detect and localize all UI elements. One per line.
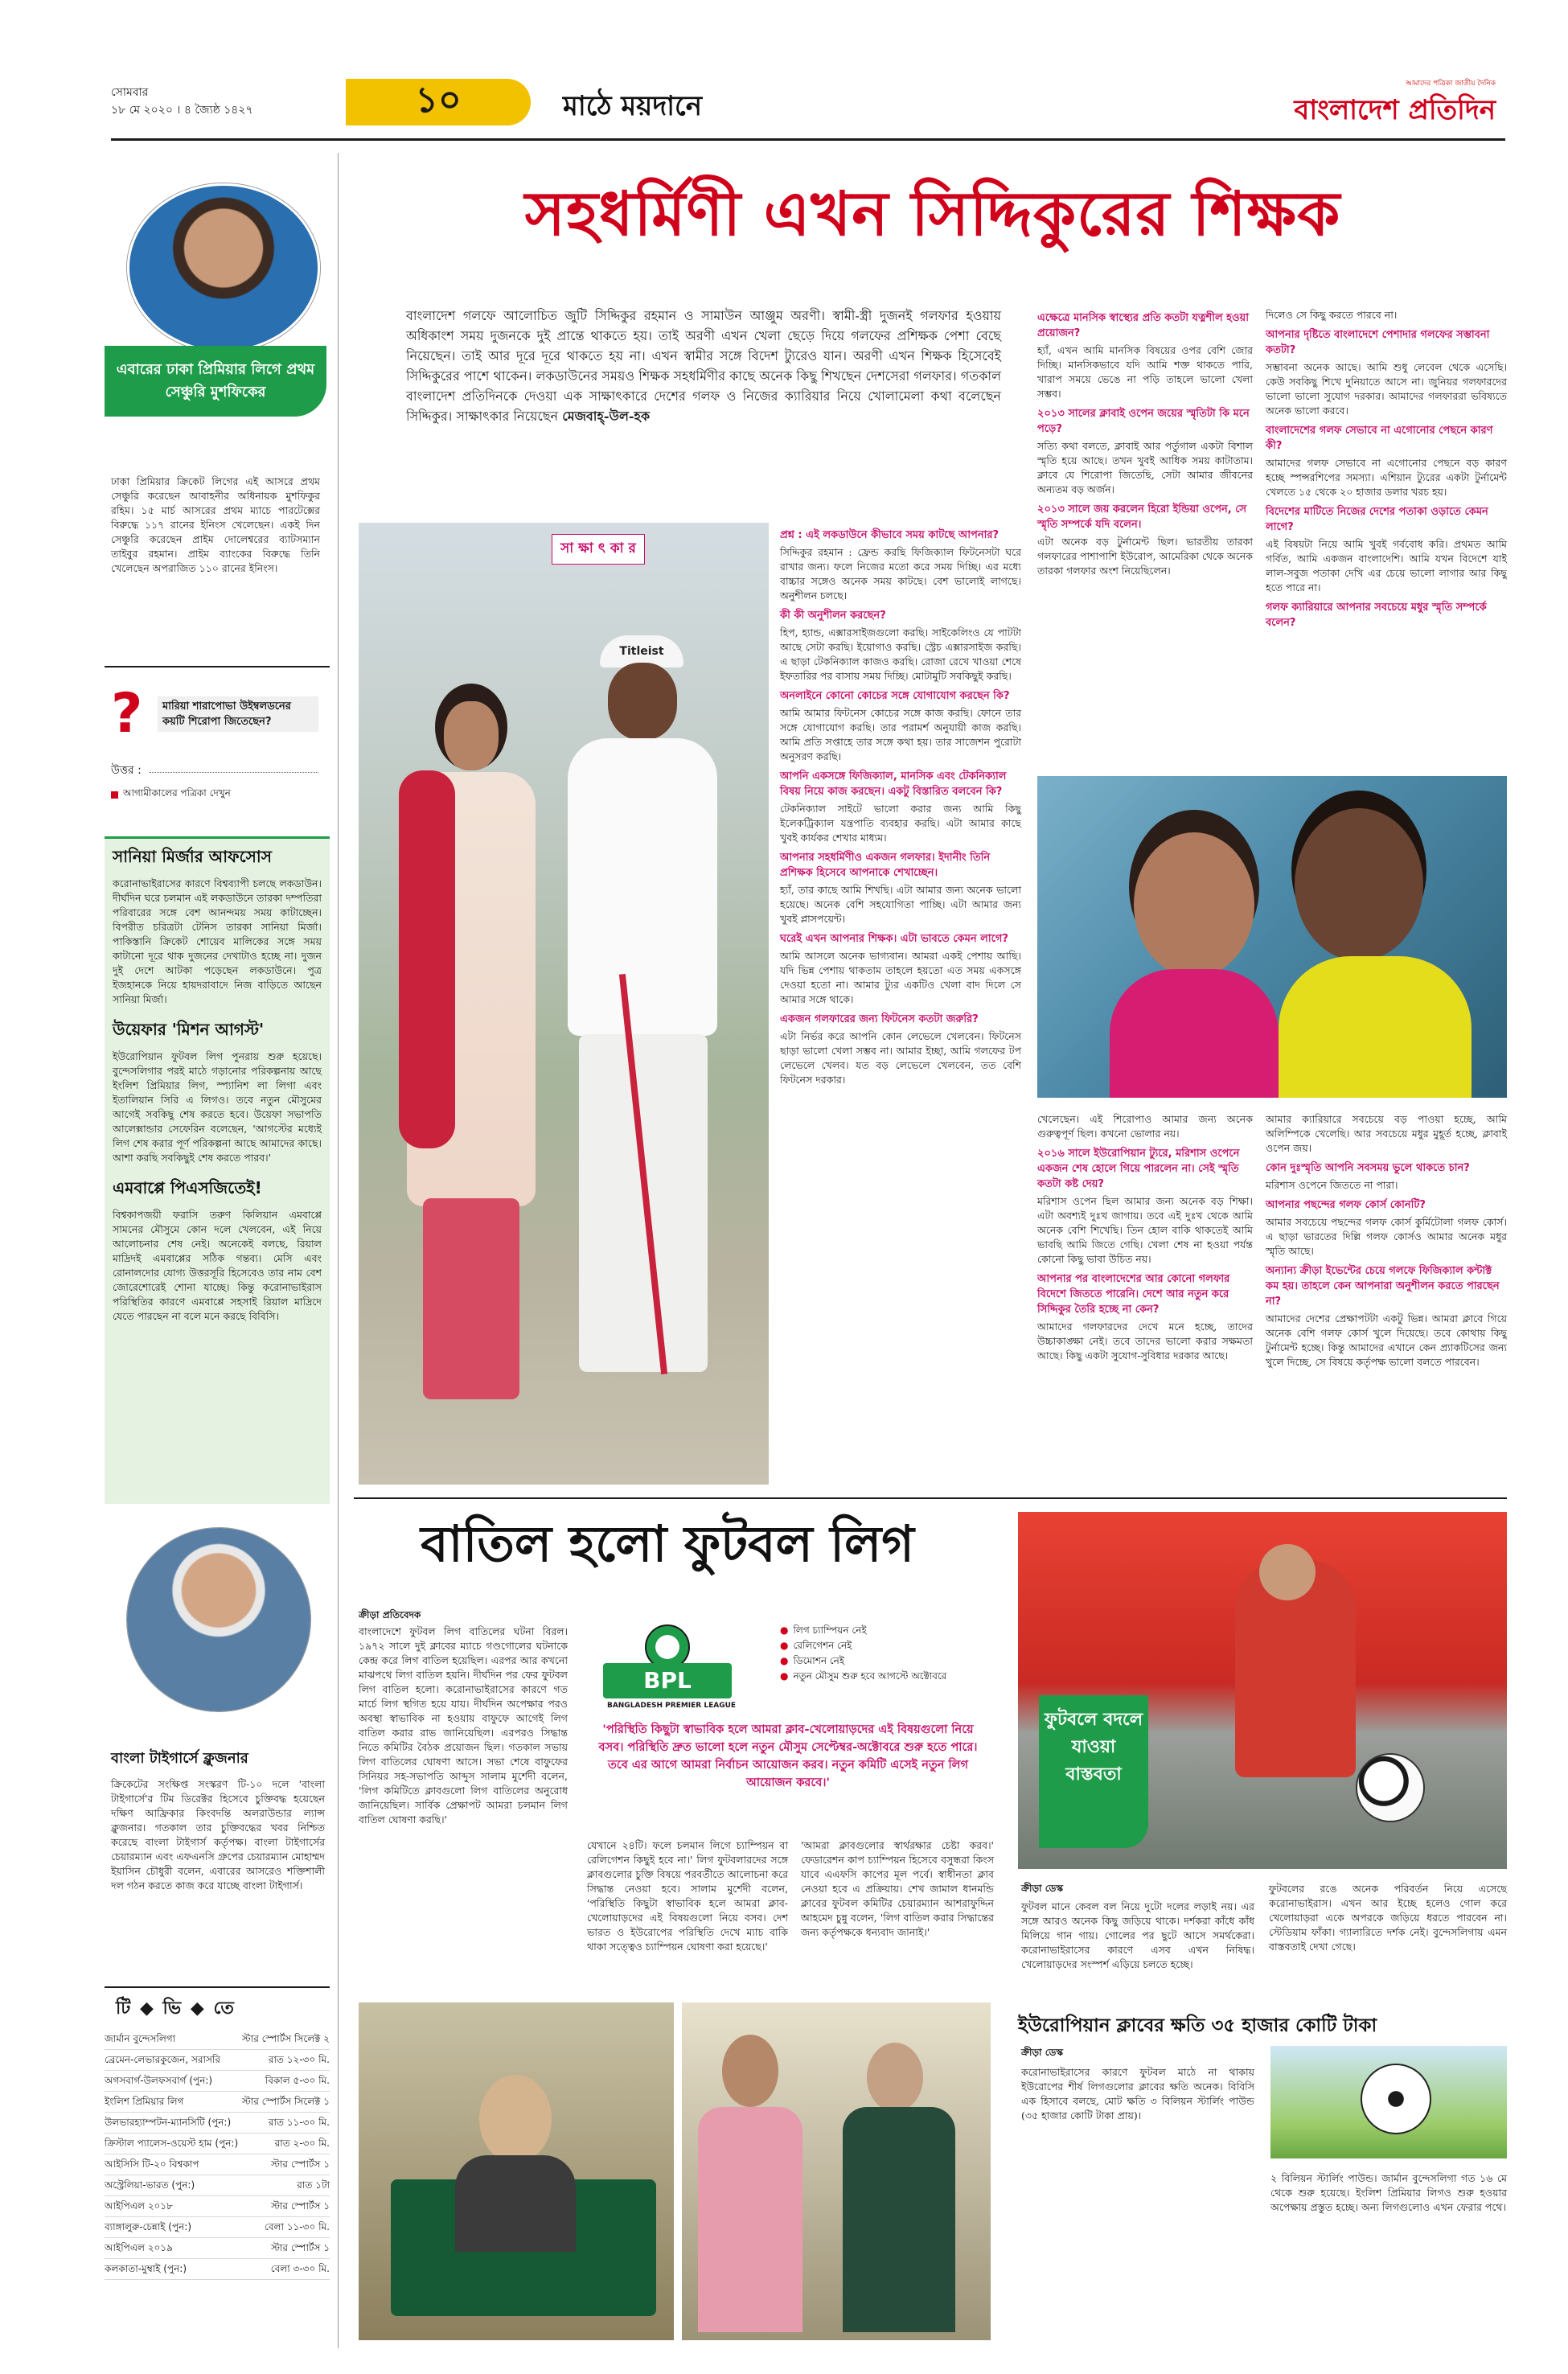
football-headline: বাতিল হলো ফুটবল লিগ <box>421 1514 914 1573</box>
interview-answer: আমার সবচেয়ে পছন্দের গলফ কোর্স কুর্মিটোলা গলফ কোর্স। এ ছাড়া ভারতের দিল্লি গলফ কোর্সও আমার অনেক মধুর স্মৃতি আছে। <box>1266 1216 1507 1257</box>
football-col-3: 'আমরা ক্লাবগুলোর স্বার্থরক্ষার চেষ্টা করব।' ফেডারেশন কাপ চ্যাম্পিয়ন হিসেবে বসুন্ধরা কিংস যাবে এএফসি কাপের মূল পর্বে। স্বাধীনতা ক্লাব নেওয়া হবে এ প্রক্রিয়ায়। শেখ জামাল ধানমন্ডি ক্লাবের ফুটবল কমিটির চেয়ারম্যান আশরাফুদ্দিন আহমেদ চুন্নু বলেন, 'লিগ বাতিল করার সিদ্ধান্তের জন্য কর্তৃপক্ষকে ধন্যবাদ জানাই।' <box>801 1839 994 1938</box>
interview-question: আপনার সহধর্মিণীও একজন গলফার। ইদানীং তিনি প্রশিক্ষক হিসেবে আপনাকে শেখাচ্ছেন। <box>780 852 991 879</box>
football-col-2: যেখানে ২৪টি। ফলে চলমান লিগে চ্যাম্পিয়ন বা রেলিগেশন কিছুই হবে না।' লিগ ফুটবলারদের সঙ্গে ক্লাবগুলোর চুক্তি বিষয়ে পরবর্তীতে আলোচনা করে সিদ্ধান্ত নেওয়া হবে। সালাম মুর্শেদী বলেন, 'পরিস্থিতি কিছুটা স্বাভাবিক হলে আমরা ক্লাব-খেলোয়াড়দের এই বিষয়গুলো নিয়ে বসব। দেশ ভারত ও ইউরোপের পরিস্থিতি দেখে ম্যাচ বাকি থাকা সত্ত্বেও চ্যাম্পিয়ন ঘোষণা করা হয়েছে।' <box>587 1839 788 1953</box>
tv-row <box>105 2238 330 2259</box>
tv-row <box>105 2217 330 2238</box>
quiz-question: মারিয়া শারাপোভা উইম্বলডনের কয়টি শিরোপা জিতেছেন? <box>158 696 318 732</box>
bullet-icon: ● <box>780 1640 789 1651</box>
interview-answer: এই বিষয়টা নিয়ে আমি খুবই গর্ববোধ করি। প্রথমত আমি গর্বিত, আমি একজন বাংলাদেশি। আমি যখন বিদেশে যাই লাল-সবুজ পতাকা দেখি এর চেয়ে ভালো লাগার আর কিছু হতে পারে না। <box>1266 538 1507 594</box>
interview-question: ২০১৩ সালে জয় করলেন হিরো ইন্ডিয়া ওপেন, সে স্মৃতি সম্পর্কে যদি বলেন। <box>1037 503 1247 531</box>
couple-selfie-photo <box>1037 776 1507 1098</box>
left-column-rule <box>338 153 339 2348</box>
tv-row-program: ক্রিস্টাল প্যালেস-ওয়েস্ট হাম (পুন:) <box>105 2138 239 2149</box>
mbappe-text: বিশ্বকাপজয়ী ফরাসি তরুণ কিলিয়ান এমবাপ্পে সামনের মৌসুমে কোন দলে খেলবেন, এই নিয়ে আলোচনার শেষ নেই। অনেকেই বলছে, রিয়াল মাদ্রিদই এমবাপ্পের সঠিক গন্তব্য। মেসি এবং রোনালদোর যোগ্য উত্তরসূরি হিসেবেও তার নাম বেশ জোরেশোরেই শোনা যাচ্ছে। কিন্তু করোনাভাইরাস পরিস্থিতির কারণে এমবাপ্পে সহসাই রিয়াল মাদ্রিদে যেতে পারছেন না বলে মনে করছে বিবিসি। <box>113 1209 322 1322</box>
tv-row <box>105 2259 330 2280</box>
interview-answer: আমাদের গলফ সেভাবে না এগোনোর পেছনে বড় কারণ হচ্ছে স্পন্সরশিপের সমস্যা। এশিয়ান ট্যুরের একটা টুর্নামেন্ট খেলতে ১৫ থেকে ২০ হাজার ডলার খরচ হয়। <box>1266 457 1507 498</box>
quiz-box <box>105 666 330 809</box>
official-photo-1 <box>359 2002 674 2340</box>
interview-answer: খেলেছেন। এই শিরোপাও আমার জন্য অনেক গুরুত্বপূর্ণ ছিল। কখনো ভোলার নয়। <box>1037 1113 1253 1140</box>
interview-question: কী কী অনুশীলন করছেন? <box>780 610 886 622</box>
quiz-note <box>111 787 231 803</box>
interview-question: আপনার পর বাংলাদেশের আর কোনো গলফার বিদেশে জিততে পারেনি। দেশে আর নতুন করে সিদ্দিকুর তৈরি হচ্ছে না কেন? <box>1037 1273 1230 1316</box>
bpl-bullet-text: ডিমোশন নেই <box>793 1655 845 1666</box>
bpl-logo-text: BPL <box>603 1663 732 1698</box>
tv-row <box>105 2134 330 2154</box>
ball-photo <box>1270 2046 1507 2158</box>
tv-row-program: আইপিএল ২০১৮ <box>105 2200 173 2212</box>
interview-answer: সিদ্দিকুর রহমান : ফ্রেন্ড করছি ফিজিক্যাল ফিটনেসটা ঘরে রাখার জন্য। ফলে নিজের মতো করে সময় দিচ্ছি। এর মধ্যে বাচ্চার সঙ্গেও অনেক সময় কাটছে। বেশ ভালোই লাগছে। অনুশীলন চলছে। <box>780 546 1021 602</box>
tv-row-program: অগসবার্গ-উলফসবার্গ (পুন:) <box>105 2075 213 2086</box>
briefs-box <box>105 836 330 1504</box>
side-byline: ক্রীড়া ডেস্ক <box>1021 1883 1064 1894</box>
official-photo-2 <box>682 2002 991 2340</box>
interview-col-2-bottom <box>1037 1110 1253 1363</box>
selfie-man <box>1295 808 1423 961</box>
interview-answer: এটা অনেক বড় টুর্নামেন্ট ছিল। ভারতীয় তারকা গলফারের পাশাপাশি ইউরোপ, আমেরিকা থেকে অনেক তারকা গলফার অংশ নিয়েছিলেন। <box>1037 536 1253 577</box>
tv-row-channel: স্টার স্পোর্টস সিলেক্ট ২ <box>241 2033 330 2044</box>
interview-col-3-bottom <box>1266 1110 1507 1370</box>
cap-brand: Titleist <box>600 635 683 667</box>
tv-list <box>105 2029 330 2280</box>
interview-answer: আমি আসলে অনেক ভাগ্যবান। আমরা একই পেশায় আছি। যদি ভিন্ন পেশায় থাকতাম তাহলে হয়তো এত সময় একসঙ্গে দেওয়া হতো না। আমার ট্যুর একটিও খেলা বাদ দিলে সে আমার সঙ্গে থাকে। <box>780 950 1021 1005</box>
interview-answer: দিলেও সে কিছু করতে পারবে না। <box>1266 309 1398 321</box>
tv-row-channel: স্টার স্পোর্টস ১ <box>271 2158 330 2170</box>
feature-byline: মেজবাহ্-উল-হক <box>562 409 651 424</box>
profile2-text: ক্রিকেটের সংক্ষিপ্ত সংস্করণ টি-১০ দলে 'বাংলা টাইগার্সে'র টিম ডিরেক্টর হিসেবে চুক্তিবদ্ধ হয়েছেন দক্ষিণ আফ্রিকার কিংবদন্তি অলরাউন্ডার ল্যান্স ক্লুজনার। গতকাল তার চুক্তিবদ্ধের খবর নিশ্চিত করেছে বাংলা টাইগার্স কর্তৃপক্ষ। বাংলা টাইগার্সের চেয়ারম্যান এবং এফএনসি গ্রুপের চেয়ারম্যান মোহাম্মদ ইয়াসিন চৌধুরী বলেন, এবারের আসরেও শক্তিশালী দল গঠন করতে কাজ করে যাচ্ছে বাংলা টাইগার্স। <box>111 1778 325 1891</box>
soccer-ball-icon <box>1361 2064 1431 2134</box>
red-square-icon <box>111 791 118 799</box>
tv-row-program: ইংলিশ প্রিমিয়ার লিগ <box>105 2096 184 2107</box>
bullet-icon: ● <box>780 1655 789 1666</box>
tv-row <box>105 2196 330 2217</box>
interview-question: আপনার দৃষ্টিতে বাংলাদেশে পেশাদার গলফের সম্ভাবনা কতটা? <box>1266 329 1490 356</box>
interview-answer: হ্যাঁ, তার কাছে আমি শিখছি। এটা আমার জন্য অনেক ভালো হয়েছে। অনেক বেশি সহযোগিতা পাচ্ছি। এটা আমার জন্য খুবই প্লাসপয়েন্ট। <box>780 884 1021 925</box>
mushfiq-photo <box>127 183 320 352</box>
bpl-bullet <box>780 1623 981 1638</box>
page-number-badge <box>346 79 531 125</box>
tv-schedule <box>105 1986 330 2340</box>
tv-row-program: উলভারহ্যাম্পটন-ম্যানসিটি (পুন:) <box>105 2117 232 2128</box>
question-mark-icon: ? <box>111 682 143 745</box>
euro-col-2: ২ বিলিয়ন স্টার্লিং পাউন্ড। জার্মান বুন্দেসলিগা গত ১৬ মে থেকে শুরু হয়েছে। ইংলিশ প্রিমিয়ার লিগও শুরু হওয়ার অপেক্ষায় প্রস্তুত হচ্ছে। অন্য লিগগুলোও এখন ফেরার পথে। <box>1270 2172 1507 2213</box>
interview-question: এক্ষেত্রে মানসিক স্বাস্থ্যের প্রতি কতটা যত্নশীল হওয়া প্রয়োজন? <box>1037 312 1249 339</box>
selfie-woman <box>1134 832 1254 977</box>
interview-answer: মরিশাস ওপেন ছিল আমার জন্য অনেক বড় শিক্ষা। এটা অবশ্যই দুঃখ জাগায়। তবে এই দুঃখ থেকে আমি অনেক বেশি শিখেছি। তিন হোল বাকি থাকতেই আমি ভাবছি আমি জিতে গেছি। খেলা শেষ না হওয়া পর্যন্ত কোনো কিছু ভাবা উচিত নয়। <box>1037 1195 1253 1265</box>
tv-row-program: আইসিসি টি-২০ বিশ্বকাপ <box>105 2158 199 2170</box>
interview-question: গলফ ক্যারিয়ারে আপনার সবচেয়ে মধুর স্মৃতি সম্পর্কে বলেন? <box>1266 602 1487 629</box>
tv-row-channel: বেলা ৩-৩০ মি. <box>270 2263 330 2274</box>
bpl-bullet-text: লিগ চ্যাম্পিয়ন নেই <box>793 1624 867 1636</box>
tv-row-channel: রাত ১টা <box>297 2179 330 2191</box>
issue-date: ১৮ মে ২০২০ । ৪ জ্যৈষ্ঠ ১৪২৭ <box>111 104 253 117</box>
tv-row <box>105 2113 330 2134</box>
interview-question: আপনি একসঙ্গে ফিজিক্যাল, মানসিক এবং টেকনিক্যাল বিষয় নিয়ে কাজ করছেন। একটু বিস্তারিত বলবেন কি? <box>780 770 1007 798</box>
uefa-title: উয়েফার 'মিশন আগস্ট' <box>113 1020 265 1039</box>
feature-headline: সহধর্মিণী এখন সিদ্দিকুরের শিক্ষক <box>524 178 1341 249</box>
groundsman-photo <box>1018 1512 1507 1869</box>
bpl-logo-sub: BANGLADESH PREMIER LEAGUE <box>606 1702 737 1710</box>
interview-answer: হিপ, হ্যান্ড, এক্সারসাইজগুলো করছি। সাইকেলিংও যে পাটটা আছে সেটা করছি। ইয়োগাও করছি। স্ট্রেচ এক্সারসাইজ করছি। এ ছাড়া টেকনিক্যাল কাজও করছি। রোজা রেখে খাওয়া শেষে ইফতারির পর বাসায় সময় দিচ্ছি। মোটামুটি সবকিছুই করছি। <box>780 626 1021 682</box>
interview-col-1 <box>780 523 1021 1087</box>
sania-text: করোনাভাইরাসের কারণে বিশ্বব্যাপী চলছে লকডাউন। দীর্ঘদিন ঘরে চলমান এই লকডাউনে তারকা দম্পতিরা পরিবারের সঙ্গে বেশ আনন্দময় সময় কাটাচ্ছেন। বিপরীত চরিত্রটা টেনিস তারকা সানিয়া মির্জা। পাকিস্তানি ক্রিকেট শোয়েব মালিকের সঙ্গে সময় কাটানো দূরে থাক দুজনের দেখাটাও হচ্ছে না। দুজন দুই দেশে আটকা পড়েছেন লকডাউনে। পুত্র ইজহানকে নিয়ে হায়দরাবাদে নিজ বাড়িতে আছেন সানিয়া মির্জা। <box>113 877 322 1005</box>
football-byline: ক্রীড়া প্রতিবেদক <box>359 1609 421 1620</box>
quiz-answer-label: উত্তর : <box>111 764 142 777</box>
bpl-logo <box>579 1624 780 1718</box>
interview-answer: মরিশাস ওপেনে জিততে না পারা। <box>1266 1179 1398 1191</box>
interview-answer: আমাদের দেশের প্রেক্ষাপটটা একটু ভিন্ন। আমরা ক্লাবে গিয়ে অনেক বেশি গলফ কোর্স খুলে দিয়েছে। তবে কোথায় কিছু টুর্নামেন্ট হচ্ছে। কিন্তু আমাদের এখানে কেন প্র্যাকটিসের জন্য খুলে দিচ্ছে, সে বিষয়ে কর্তৃপক্ষ ভালো বলতে পারবেন। <box>1266 1312 1507 1368</box>
tv-row-program: অস্ট্রেলিয়া-ভারত (পুন:) <box>105 2179 195 2191</box>
interview-answer: টেকনিক্যাল সাইটে ভালো করার জন্য আমি কিছু ইলেকট্রিক্যাল যন্ত্রপাতি ব্যবহার করছি। এটা আমার কাছে খুবই কার্যকর শেখার মাধ্যম। <box>780 803 1021 844</box>
masthead <box>1238 77 1496 135</box>
header-date <box>111 84 320 119</box>
interview-question: অন্যান্য ক্রীড়া ইভেন্টের চেয়ে গলফে ফিজিক্যাল কন্টাক্ট কম হয়। তাহলে কেন আপনারা অনুশীলন করতে পারছেন না? <box>1266 1265 1500 1308</box>
feature-lead <box>406 306 1001 426</box>
interview-col-3 <box>1266 306 1507 630</box>
photo-caption: ফুটবলে বদলে যাওয়া বাস্তবতা <box>1044 1710 1143 1785</box>
interview-answer: আমার ক্যারিয়ারে সবচেয়ে বড় পাওয়া হচ্ছে, আমি অলিম্পিকে খেলেছি। আর সবচেয়ে মধুর মুহূর্ত হচ্ছে, ক্লাবাই ওপেন জয়। <box>1266 1113 1507 1154</box>
tv-row-channel: বিকাল ৫-৩০ মি. <box>265 2075 330 2086</box>
tv-row <box>105 2050 330 2071</box>
interview-answer: সত্যি কথা বলতে, ক্লাবাই আর পর্তুগাল একটা বিশাল স্মৃতি হয়ে আছে। তখন খুবই আধিক সময় কাটাতাম। ক্লাবে যে শিরোপা জিতেছি, সেটা আমার জীবনের অন্যতম বড় অর্জন। <box>1037 440 1253 495</box>
interview-tag: সা ক্ষা ৎ কা র <box>552 534 645 565</box>
profile1-text: ঢাকা প্রিমিয়ার ক্রিকেট লিগের এই আসরে প্রথম সেঞ্চুরি করেছেন আবাহনীর অধিনায়ক মুশফিকুর রহিম। ১৫ মার্চ আসরের প্রথম ম্যাচে পারটেক্সের বিরুদ্ধে ১১৭ রানের ইনিংস খেলেছেন। একই দিন সেঞ্চুরি করেছেন প্রাইম দোলেশ্বরের ব্যাটসম্যান তাইবুর রহমান। প্রাইম ব্যাংকের বিরুদ্ধে তিনি খেলেছেন অপরাজিত ১১০ রানের ইনিংস। <box>111 475 320 574</box>
section-title: মাঠে ময়দানে <box>563 90 702 122</box>
woman-figure <box>391 684 552 1407</box>
tv-row-channel: রাত ১২-৩০ মি. <box>268 2054 330 2065</box>
weekday: সোমবার <box>111 86 149 99</box>
header-rule <box>111 138 1505 141</box>
klusener-photo <box>127 1528 310 1711</box>
tv-row-channel: স্টার স্পোর্টস ১ <box>271 2242 330 2253</box>
euro-title: ইউরোপিয়ান ক্লাবের ক্ষতি ৩৫ হাজার কোটি টাকা <box>1018 2015 1377 2036</box>
bpl-bullet <box>780 1653 981 1669</box>
bpl-bullet <box>780 1638 981 1653</box>
interview-question: ঘরেই এখন আপনার শিক্ষক। এটা ভাবতে কেমন লাগে? <box>780 933 1008 945</box>
tv-row-channel: বেলা ১১-৩০ মি. <box>264 2221 330 2232</box>
tv-row-program: কলকাতা-মুম্বাই (পুন:) <box>105 2263 187 2274</box>
profile1-caption-text: এবারের ঢাকা প্রিমিয়ার লিগে প্রথম সেঞ্চুরি মুশফিকের <box>116 361 315 400</box>
interview-question: অনলাইনে কোনো কোচের সঙ্গে যোগাযোগ করছেন কি? <box>780 690 1010 702</box>
profile1-caption <box>105 346 326 417</box>
tv-row-channel: রাত ১১-৩০ মি. <box>268 2117 330 2128</box>
photo-caption-box <box>1039 1695 1148 1848</box>
bullet-icon: ● <box>780 1624 789 1636</box>
tv-row <box>105 2092 330 2113</box>
interview-question: আপনার পছন্দের গলফ কোর্স কোনটি? <box>1266 1199 1426 1211</box>
interview-question: একজন গলফারের জন্য ফিটনেস কতটা জরুরি? <box>780 1013 979 1025</box>
interview-question: বাংলাদেশের গলফ সেভাবে না এগোনোর পেছনে কারণ কী? <box>1266 425 1493 452</box>
interview-question: প্রশ্ন : এই লকডাউনে কীভাবে সময় কাটছে আপনার? <box>780 529 999 541</box>
interview-question: ২০১৬ সালে ইউরোপিয়ান ট্যুরে, মরিশাস ওপেনে একজন শেষ হোলে গিয়ে পারলেন না। সেই স্মৃতি কতটা কষ্ট দেয়? <box>1037 1148 1240 1190</box>
tv-row <box>105 2071 330 2092</box>
man-figure <box>552 635 729 1407</box>
bpl-bullet-text: রেলিগেশন নেই <box>793 1640 852 1651</box>
sania-title: সানিয়া মির্জার আফসোস <box>113 847 272 866</box>
side-col-1: ফুটবল মানে কেবল বল নিয়ে দুটো দলের লড়াই নয়। এর সঙ্গে আরও অনেক কিছু জড়িয়ে থাকে। দর্শকরা কাঁধে কাঁধ মিলিয়ে গান গায়। গোলের পর ছুটে আসে সমর্থকেরা। করোনাভাইরাসের কারণে এসব এখন নিষিদ্ধ। খেলোয়াড়দের সংস্পর্শ এড়িয়ে চলতে হচ্ছে। <box>1021 1900 1254 1970</box>
interview-question: ২০১৩ সালের ক্লাবাই ওপেন জয়ের স্মৃতিটা কি মনে পড়ে? <box>1037 408 1250 435</box>
masthead-title: বাংলাদেশ প্রতিদিন <box>1294 94 1496 126</box>
tv-row-channel: রাত ২-৩০ মি. <box>274 2138 330 2149</box>
tv-row-program: আইপিএল ২০১৯ <box>105 2242 173 2253</box>
interview-answer: হ্যাঁ, এখন আমি মানসিক বিষয়ের ওপর বেশি জোর দিচ্ছি। মানসিকভাবে যদি আমি শক্ত থাকতে পারি, খারাপ সময়ে ভেঙে না পড়ি তাহলে ভালো খেলা সম্ভব। <box>1037 344 1253 400</box>
interview-col-2 <box>1037 306 1253 578</box>
tv-row-program: ব্রেমেন-লেভারকুজেন, সরাসরি <box>105 2054 220 2065</box>
tv-row <box>105 2029 330 2050</box>
euro-byline: ক্রীড়া ডেস্ক <box>1021 2047 1064 2058</box>
golf-couple-photo <box>359 523 769 1485</box>
interview-question: কোন দুঃস্মৃতি আপনি সবসময় ভুলে থাকতে চান? <box>1266 1162 1470 1174</box>
bpl-bullet <box>780 1669 981 1684</box>
uefa-text: ইউরোপিয়ান ফুটবল লিগ পুনরায় শুরু হয়েছে। বুন্দেসলিগার পরই মাঠে গড়ানোর পরিকল্পনায় আছে ইংলিশ প্রিমিয়ার লিগ, স্প্যানিশ লা লিগা এবং ইতালিয়ান সিরি এ লিগও। তবে নতুন মৌসুমের আগেই সবকিছু শেষ করতে হবে। উয়েফা সভাপতি আলেক্সান্ডার সেফেরিন বলেছেন, 'আগস্টের মধ্যেই লিগ শেষ করার পূর্ণ পরিকল্পনা আছে আমাদের কাছে। আশা করছি সবকিছুই শেষ করতে পারব।' <box>113 1050 322 1164</box>
tv-row-program: জার্মান বুন্দেসলিগা <box>105 2033 176 2044</box>
interview-answer: সম্ভাবনা অনেক আছে। আমি শুধু লেবেল থেকে এসেছি। কেউ সবকিছু শিখে দুনিয়াতে আসে না। জুনিয়র গলফারদের ভালো ভালো সুযোগ দরকার। আমাদের গলফাররা ভবিষ্যতে অনেক ভালো করবে। <box>1266 361 1507 417</box>
quiz-answer-line <box>150 772 318 773</box>
football-col-1: বাংলাদেশে ফুটবল লিগ বাতিলের ঘটনা বিরল। ১৯৭২ সালে দুই ক্লাবের ম্যাচে গণ্ডগোলের ঘটনাকে কেন্দ্র করে লিগ বাতিল হয়েছিল। এরপর আর কখনো মাঝপথে লিগ বাতিল হয়নি। দীর্ঘদিন পর ফের ফুটবল লিগ বাতিল হলো। করোনাভাইরাসের কারণে গত মার্চে লিগ স্থগিত হয়ে যায়। দীর্ঘদিন অপেক্ষার পরও অবস্থা স্বাভাবিক না হওয়ায় বাফুফে আগেই লিগ বাতিল করার রাভ জানিয়েছিল। এরপরও সিদ্ধান্ত নিতে কমিটির বৈঠক প্রয়োজন ছিল। গতকাল সভায় লিগ বাতিলের ঘোষণা আসে। সভা শেষে বাফুফের সিনিয়র সহ-সভাপতি আব্দুস সালাম মুর্শেদী বলেন, 'লিগ কমিটিতে ক্লাবগুলো লিগ বাতিলের অনুরোধ জানিয়েছিল। সার্বিক প্রেক্ষাপট আমরা চলমান লিগ বাতিল ঘোষণা করছি।' <box>359 1625 568 1826</box>
interview-question: বিদেশের মাটিতে নিজের দেশের পতাকা ওড়াতে কেমন লাগে? <box>1266 506 1488 533</box>
bpl-bullets <box>780 1623 981 1684</box>
tv-row <box>105 2154 330 2175</box>
euro-col-1: করোনাভাইরাসের কারণে ফুটবল মাঠে না থাকায় ইউরোপের শীর্ষ লিগগুলোর ক্লাবের ক্ষতি অনেক। বিবিসি এক হিসাবে বলছে, মোট ক্ষতি ৩ বিলিয়ন স্টার্লিং পাউন্ড (৩৫ হাজার কোটি টাকা প্রায়)। <box>1021 2066 1254 2121</box>
feature-bottom-rule <box>354 1497 1507 1499</box>
interview-answer: এটা নির্ভর করে আপনি কোন লেভেলে খেলবেন। ফিটনেস ছাড়া ভালো খেলা সম্ভব না। আমার ইচ্ছা, আমি গলফের টপ লেভেলে খেলব। যত বড় লেভেলে খেলবেন, তত বেশি ফিটনেস দরকার। <box>780 1030 1021 1086</box>
ball-icon <box>1356 1753 1425 1822</box>
profile2-title: বাংলা টাইগার্সে ক্লুজনার <box>111 1750 248 1767</box>
bullet-icon: ● <box>780 1670 789 1682</box>
quiz-note-text: আগামীকালের পত্রিকা দেখুন <box>123 787 231 799</box>
tv-row <box>105 2175 330 2196</box>
masthead-tagline: আমাদের পত্রিকা জাতীয় দৈনিক <box>1405 80 1496 88</box>
interview-answer: আমাদের গলফারদের দেখে মনে হচ্ছে, তাদের উচ্চাকাঙ্ক্ষা নেই। তবে তাদের ভালো করার সক্ষমতা আছে। কিছু একটা সুযোগ-সুবিধার দরকার আছে। <box>1037 1320 1253 1362</box>
tv-row-channel: স্টার স্পোর্টস সিলেক্ট ১ <box>241 2096 330 2107</box>
bpl-bullet-text: নতুন মৌসুম শুরু হবে আগস্টে অক্টোবরে <box>793 1670 947 1682</box>
side-col-2: ফুটবলের রঙে অনেক পরিবর্তন নিয়ে এসেছে করোনাভাইরাস। এখন আর ইচ্ছে হলেও গোল করে খেলোয়াড়রা একে অপরকে জড়িয়ে ধরতে পারবেন না। স্টেডিয়াম ফাঁকা। গ্যালারিতে দর্শক নেই। বুন্দেসলিগায় এমন বাস্তবতাই দেখা গেছে। <box>1269 1883 1507 1953</box>
page-number: ১০ <box>415 79 462 121</box>
mbappe-title: এমবাপ্পে পিএসজিতেই! <box>113 1178 262 1197</box>
tv-row-channel: স্টার স্পোর্টস ১ <box>271 2200 330 2212</box>
football-quote: 'পরিস্থিতি কিছুটা স্বাভাবিক হলে আমরা ক্লাব-খেলোয়াড়দের এই বিষয়গুলো নিয়ে বসব। পরিস্থিতি দ্রুত ভালো হলে নতুন মৌসুম সেপ্টেম্বর-অক্টোবরে শুরু হতে পারে। তবে এর আগে আমরা নির্বাচন আয়োজন করব। নতুন কমিটি এসেই নতুন লিগ আয়োজন করবে।' <box>598 1723 978 1789</box>
tv-row-program: ব্যাঙ্গালুরু-চেন্নাই (পুন:) <box>105 2221 192 2232</box>
interview-answer: আমি আমার ফিটনেস কোচের সঙ্গে কাজ করছি। ফোনে তার সঙ্গে যোগাযোগ করছি। তার পরামর্শ অনুযায়ী কাজ করছি। আমি প্রতি সপ্তাহে তার সঙ্গে কথা হয়। তার সাজেশন পুরোটা অনুসরণ করছি। <box>780 707 1021 762</box>
feature-lead-text: বাংলাদেশ গলফে আলোচিত জুটি সিদ্দিকুর রহমান ও সামাউন আঞ্জুম অরণী। স্বামী-স্ত্রী দুজনই গলফার হওয়ায় অধিকাংশ সময় দুজনকে দুই প্রান্তে থাকতে হয়। তাই অরণী এখন খেলা ছেড়ে দিয়ে গলফের প্রশিক্ষক পেশা বেছে নিয়েছেন। তাই আর দূরে দূরে থাকতে হয় না। এখন স্বামীর সঙ্গে বিদেশ ট্যুরেও যান। অরণী এখন শিক্ষক হিসেবেই সিদ্দিকুরের পাশে থাকেন। লকডাউনের সময়ও শিক্ষক সহধর্মিণীর কাছে অনেক কিছু শিখছেন দেশসেরা গলফার। গতকাল বাংলাদেশ প্রতিদিনকে দেওয়া এক সাক্ষাৎকারে দেশের গলফ ও নিজের ক্যারিয়ার নিয়ে খোলামেলা কথা বলেছেন সিদ্দিকুর। সাক্ষাৎকার নিয়েছেন <box>406 308 1001 424</box>
tv-title: টি ◆ ভি ◆ তে <box>116 1998 236 2019</box>
